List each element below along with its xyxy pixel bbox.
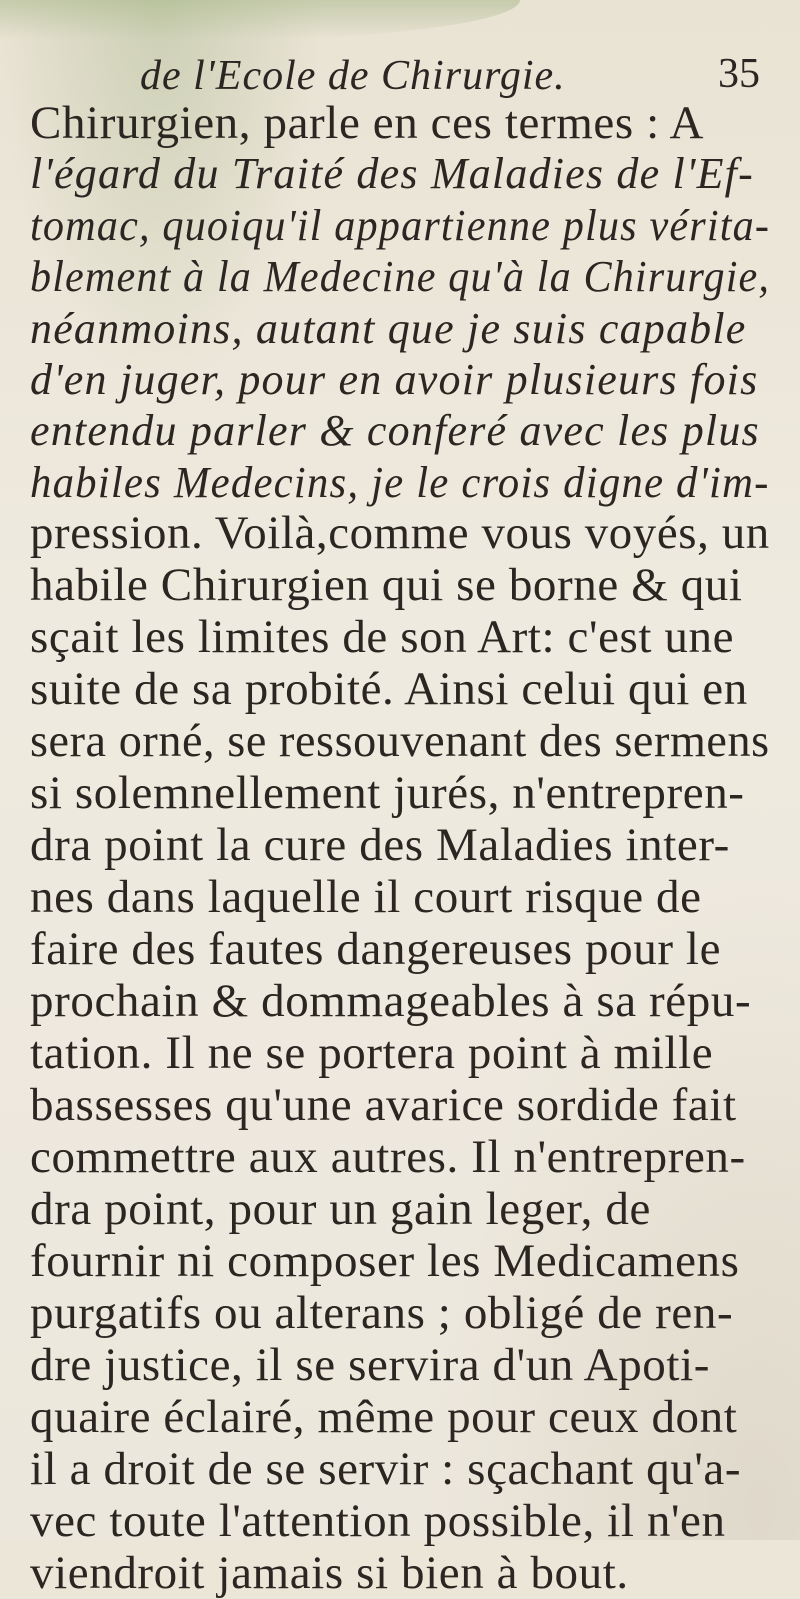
text-line: d'en juger, pour en avoir plusieurs fois bbox=[30, 355, 759, 404]
text-line: purgatifs ou alterans ; obligé de ren- bbox=[30, 1287, 734, 1339]
text-line: entendu parler & conferé avec les plus bbox=[30, 406, 760, 455]
text-line: commettre aux autres. Il n'entrepren- bbox=[30, 1131, 746, 1183]
page-stain bbox=[0, 0, 520, 40]
text-line: bassesses qu'une avarice sordide fait bbox=[30, 1079, 737, 1131]
page-number: 35 bbox=[718, 51, 760, 97]
text-line: habile Chirurgien qui se borne & qui bbox=[30, 559, 743, 611]
text-line: fournir ni composer les Medicamens bbox=[30, 1235, 740, 1287]
text-line: néanmoins, autant que je suis capable bbox=[30, 304, 747, 353]
text-line: vec toute l'attention possible, il n'en bbox=[30, 1495, 726, 1547]
text-line: si solemnellement jurés, n'entrepren- bbox=[30, 767, 745, 819]
text-line: tation. Il ne se portera point à mille bbox=[30, 1027, 714, 1079]
running-title: de l'Ecole de Chirurgie. bbox=[140, 53, 566, 99]
text-line: pression. Voilà,comme vous voyés, un bbox=[30, 507, 770, 559]
text-line: suite de sa probité. Ainsi celui qui en bbox=[30, 663, 748, 715]
text-line: Chirurgien, parle en ces termes : A bbox=[30, 97, 705, 149]
text-line: quaire éclairé, même pour ceux dont bbox=[30, 1391, 738, 1443]
text-line: il a droit de se servir : sçachant qu'a- bbox=[30, 1443, 742, 1495]
text-line: tomac, quoiqu'il appartienne plus vérita- bbox=[30, 201, 771, 250]
text-line: dra point, pour un gain leger, de bbox=[30, 1183, 651, 1235]
text-line: sçait les limites de son Art: c'est une bbox=[30, 611, 735, 663]
text-line: blement à la Medecine qu'à la Chirurgie, bbox=[30, 252, 771, 301]
text-line: dra point la cure des Maladies inter- bbox=[30, 819, 730, 871]
text-line: viendroit jamais si bien à bout. bbox=[30, 1547, 629, 1599]
page-header bbox=[140, 52, 760, 102]
text-line: nes dans laquelle il court risque de bbox=[30, 871, 702, 923]
text-line: habiles Medecins, je le crois digne d'im- bbox=[30, 458, 770, 507]
text-line: prochain & dommageables à sa répu- bbox=[30, 975, 752, 1027]
text-line: sera orné, se ressouvenant des sermens bbox=[30, 715, 770, 767]
text-line: dre justice, il se servira d'un Apoti- bbox=[30, 1339, 710, 1391]
text-line: faire des fautes dangereuses pour le bbox=[30, 923, 722, 975]
text-line: l'égard du Traité des Maladies de l'Ef- bbox=[30, 149, 754, 198]
